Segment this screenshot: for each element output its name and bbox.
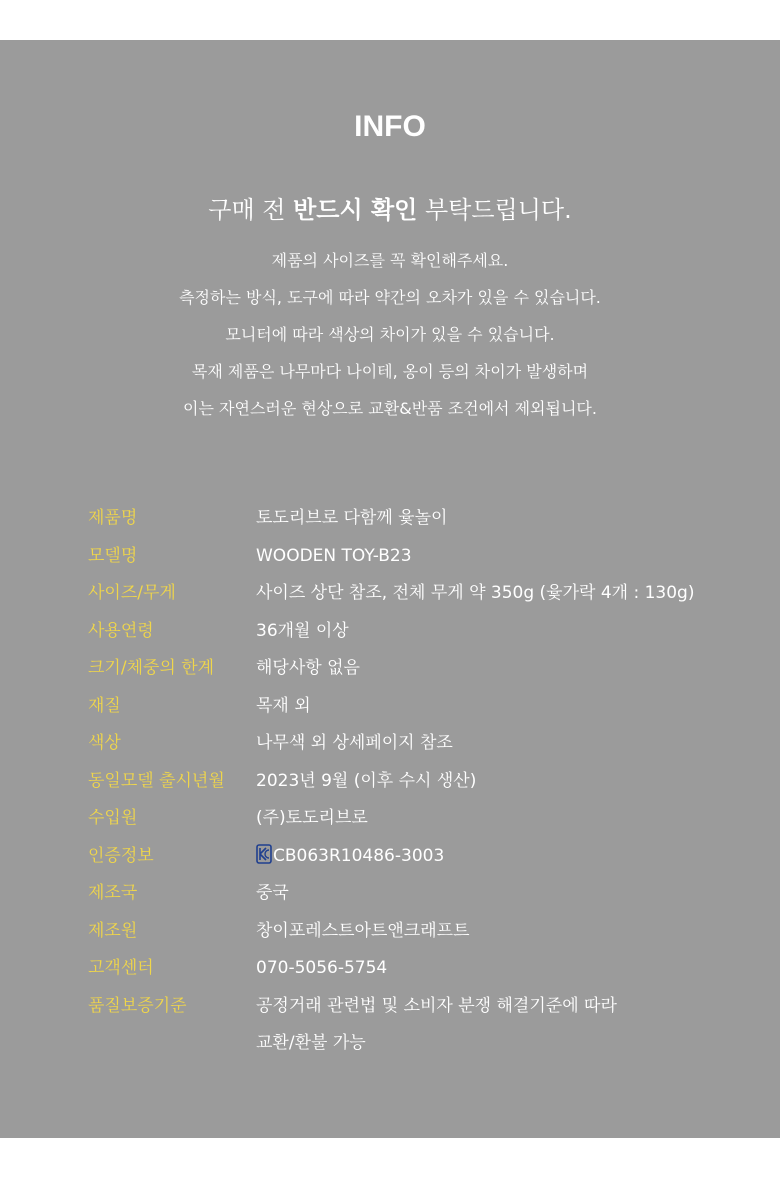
- spec-value: 중국: [256, 883, 289, 903]
- notice-list: [0, 242, 780, 427]
- certification-number: CB063R10486-3003: [273, 845, 445, 866]
- notice-item: 목재 제품은 나무마다 나이테, 옹이 등의 차이가 발생하며: [191, 362, 589, 381]
- spec-value: (주)토도리브로: [256, 808, 368, 828]
- spec-value: 2023년 9월 (이후 수시 생산): [256, 770, 477, 791]
- kc-mark-icon: [256, 844, 272, 864]
- spec-value: 070-5056-5754: [256, 958, 388, 978]
- spec-value: 해당사항 없음: [256, 658, 360, 678]
- spec-row-manufacturer: [88, 913, 748, 951]
- spec-row-age: [88, 613, 748, 651]
- spec-value: WOODEN TOY-B23: [256, 545, 412, 566]
- spec-row-importer: [88, 800, 748, 838]
- notice-item: 측정하는 방식, 도구에 따라 약간의 오차가 있을 수 있습니다.: [179, 288, 601, 307]
- spec-value: 나무색 외 상세페이지 참조: [256, 733, 453, 753]
- spec-label: 재질: [88, 695, 121, 716]
- spec-label: 고객센터: [88, 958, 154, 978]
- spec-value: 목재 외: [256, 695, 311, 716]
- notice-item: 제품의 사이즈를 꼭 확인해주세요.: [271, 251, 509, 270]
- spec-label: 수입원: [88, 808, 138, 828]
- spec-label: 색상: [88, 733, 121, 753]
- spec-label: 품질보증기준: [88, 995, 187, 1016]
- headline-emphasis: 반드시 확인: [293, 196, 418, 224]
- spec-value: 교환/환불 가능: [256, 1033, 366, 1053]
- spec-value: 사이즈 상단 참조, 전체 무게 약 350g (윷가락 4개 : 130g): [256, 583, 695, 603]
- spec-row-quality-warranty-cont: [88, 1025, 748, 1063]
- headline-pre: 구매 전: [208, 196, 294, 224]
- spec-label: 동일모델 출시년월: [88, 770, 225, 791]
- spec-row-model-name: [88, 538, 748, 576]
- spec-label: 제조원: [88, 920, 138, 941]
- spec-value: 창이포레스트아트앤크래프트: [256, 920, 470, 941]
- spec-label: 사용연령: [88, 620, 154, 641]
- info-title: INFO: [354, 110, 426, 143]
- spec-value-certification: [256, 838, 444, 876]
- spec-row-size-weight: [88, 575, 748, 613]
- spec-label: 제조국: [88, 883, 138, 903]
- spec-row-customer-center: [88, 950, 748, 988]
- spec-value: 토도리브로 다함께 윷놀이: [256, 508, 448, 528]
- notice-item: 이는 자연스러운 현상으로 교환&반품 조건에서 제외됩니다.: [183, 399, 597, 418]
- spec-label: 크기/체중의 한계: [88, 658, 215, 678]
- spec-table: [88, 500, 748, 1063]
- spec-row-country: [88, 875, 748, 913]
- spec-row-certification: [88, 838, 748, 876]
- spec-label: 제품명: [88, 508, 138, 528]
- spec-value: 공정거래 관련법 및 소비자 분쟁 해결기준에 따라: [256, 995, 617, 1016]
- spec-row-color: [88, 725, 748, 763]
- spec-row-release-date: [88, 763, 748, 801]
- notice-item: 모니터에 따라 색상의 차이가 있을 수 있습니다.: [225, 325, 555, 344]
- spec-label: 인증정보: [88, 845, 154, 866]
- spec-row-material: [88, 688, 748, 726]
- spec-value: 36개월 이상: [256, 620, 349, 641]
- spec-label: 모델명: [88, 545, 138, 566]
- spec-row-size-limit: [88, 650, 748, 688]
- spec-label: 사이즈/무게: [88, 583, 176, 603]
- spec-row-quality-warranty: [88, 988, 748, 1026]
- info-panel: [0, 40, 780, 1138]
- spec-row-product-name: [88, 500, 748, 538]
- headline-post: 부탁드립니다.: [417, 196, 572, 224]
- purchase-notice-headline: [0, 190, 780, 225]
